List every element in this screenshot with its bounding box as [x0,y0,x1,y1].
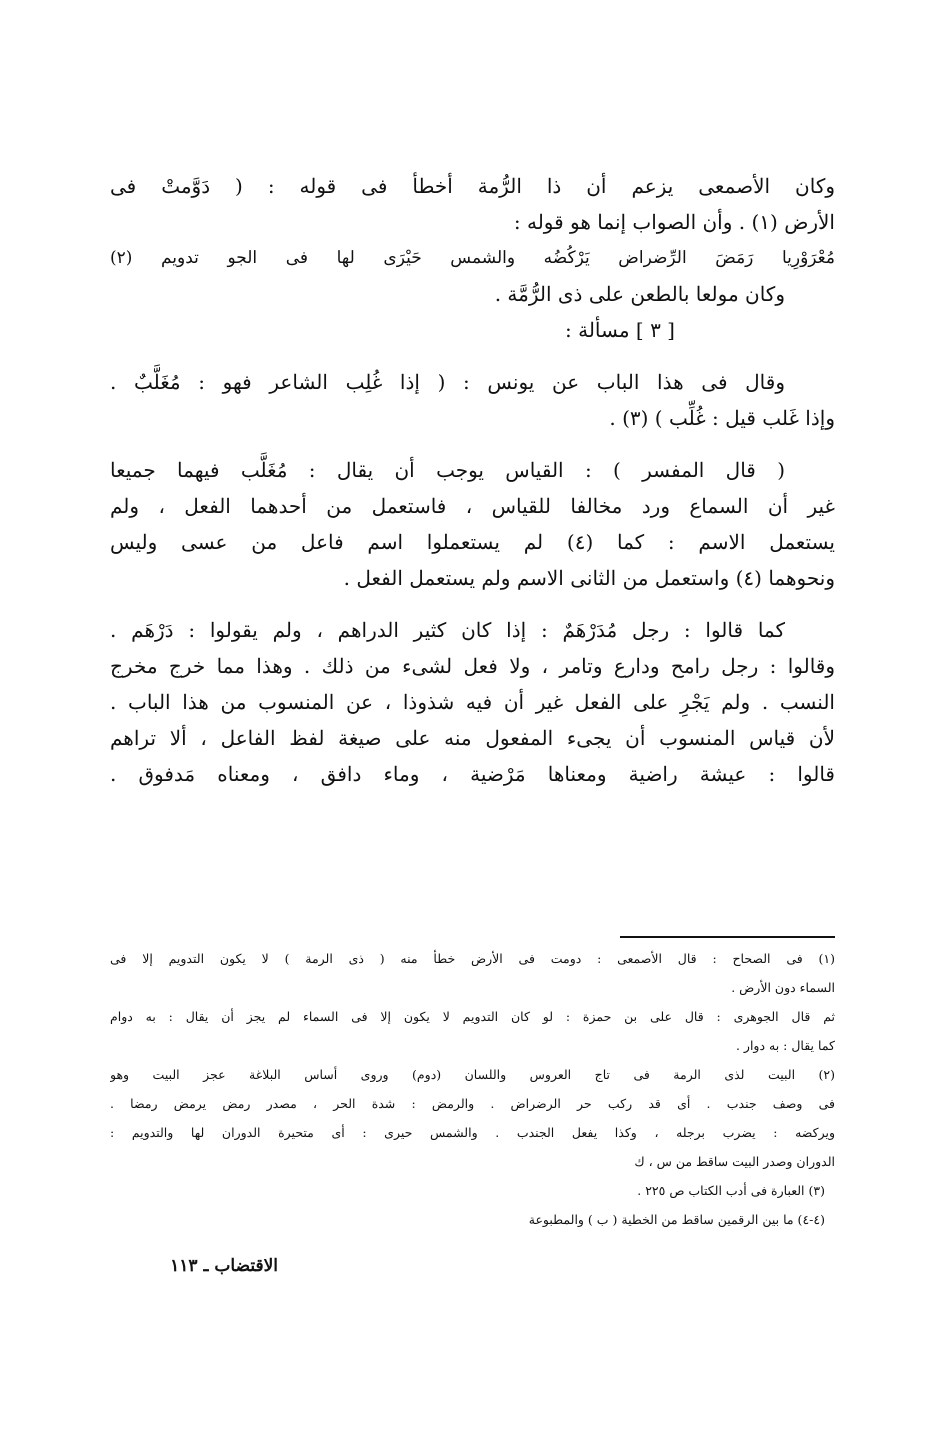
footnote-line: الدوران وصدر البيت ساقط من س ، ك [634,1154,835,1169]
text-line: وقال فى هذا الباب عن يونس : ( إذا غُلِب الشاعر فهو : مُغَلَّبٌ . [110,370,785,394]
footnotes [110,944,835,1234]
footnote-line: (٢) البيت لذى الرمة فى تاج العروس واللسان (دوم) وروى أساس البلاغة عجز البيت وهو [110,1067,835,1082]
footnote-line: ويركضه : يضرب برجله ، وكذا يفعل الجندب . والشمس حيرى : أى متحيرة الدوران لها والتدويم : [110,1125,835,1140]
footnote-line: السماء دون الأرض . [731,980,835,995]
footnote-line: فى وصف جندب . أى قد ركب حر الرضراض . والرمض : شدة الحر ، مصدر رمض يرمض رمضا . [110,1096,835,1111]
main-text [110,168,835,792]
page-footer: الاقتضاب ـ ١١٣ [170,1256,278,1276]
footnote-line: ثم قال الجوهرى : قال على بن حمزة : لو كان التدويم لا يكون إلا فى السماء لم يجز أن يقال : به دوام [110,1009,835,1024]
verse-line: مُعْرَوْرِيا رَمَضَ الرِّضراض يَرْكُضُه والشمس حَيْرَى لها فى الجو تدويم (٢) [110,248,835,268]
paragraph-gap [110,436,835,452]
paragraph-gap [110,348,835,364]
text-line: قالوا : عيشة راضية ومعناها مَرْضية ، وماء دافق ، ومعناه مَدفوق . [110,762,835,786]
text-line: ( قال المفسر ) : القياس يوجب أن يقال : مُغَلَّب فيهما جميعا [110,458,785,482]
text-line: كما قالوا : رجل مُدَرْهَمٌ : إذا كان كثير الدراهم ، ولم يقولوا : دَرْهَم . [110,618,785,642]
footnote-line: كما يقال : به دوار . [735,1038,835,1053]
text-line: لأن قياس المنسوب أن يجىء المفعول منه على صيغة لفظ الفاعل ، ألا تراهم [110,726,835,750]
text-line: ونحوهما (٤) واستعمل من الثانى الاسم ولم يستعمل الفعل . [343,566,835,590]
text-line: الأرض (١) . وأن الصواب إنما هو قوله : [513,210,835,234]
footnote-line: (١) فى الصحاح : قال الأصمعى : دومت فى الأرض خطأ منه ( ذى الرمة ) لا يكون التدويم إلا فى [110,951,835,966]
footnote-line: (٤-٤) ما بين الرقمين ساقط من الخطية ( ب ) والمطبوعة [528,1212,825,1227]
text-line: النسب . ولم يَجْرِ على الفعل غير أن فيه شذوذا ، عن المنسوب من هذا الباب . [110,690,835,714]
footnote-divider [620,936,835,938]
text-line: وكان مولعا بالطعن على ذى الرُّمَّة . [494,282,785,306]
text-line: يستعمل الاسم : كما (٤) لم يستعملوا اسم فاعل من عسى وليس [110,530,835,554]
text-line: وقالوا : رجل رامح ودارع وتامر ، ولا فعل لشىء من ذلك . وهذا مما خرج مخرج [110,654,835,678]
text-line: غير أن السماع ورد مخالفا للقياس ، فاستعمل من أحدهما الفعل ، ولم [110,494,835,518]
text-line: وإذا غَلب قيل : غُلِّب ) (٣) . [609,406,835,430]
section-heading: [ ٣ ] مسألة : [565,318,675,342]
paragraph-gap [110,596,835,612]
text-line: وكان الأصمعى يزعم أن ذا الرُّمة أخطأ فى قوله : ( دَوَّمتْ فى [110,174,835,198]
footnote-line: (٣) العبارة فى أدب الكتاب ص ٢٢٥ . [637,1183,825,1198]
